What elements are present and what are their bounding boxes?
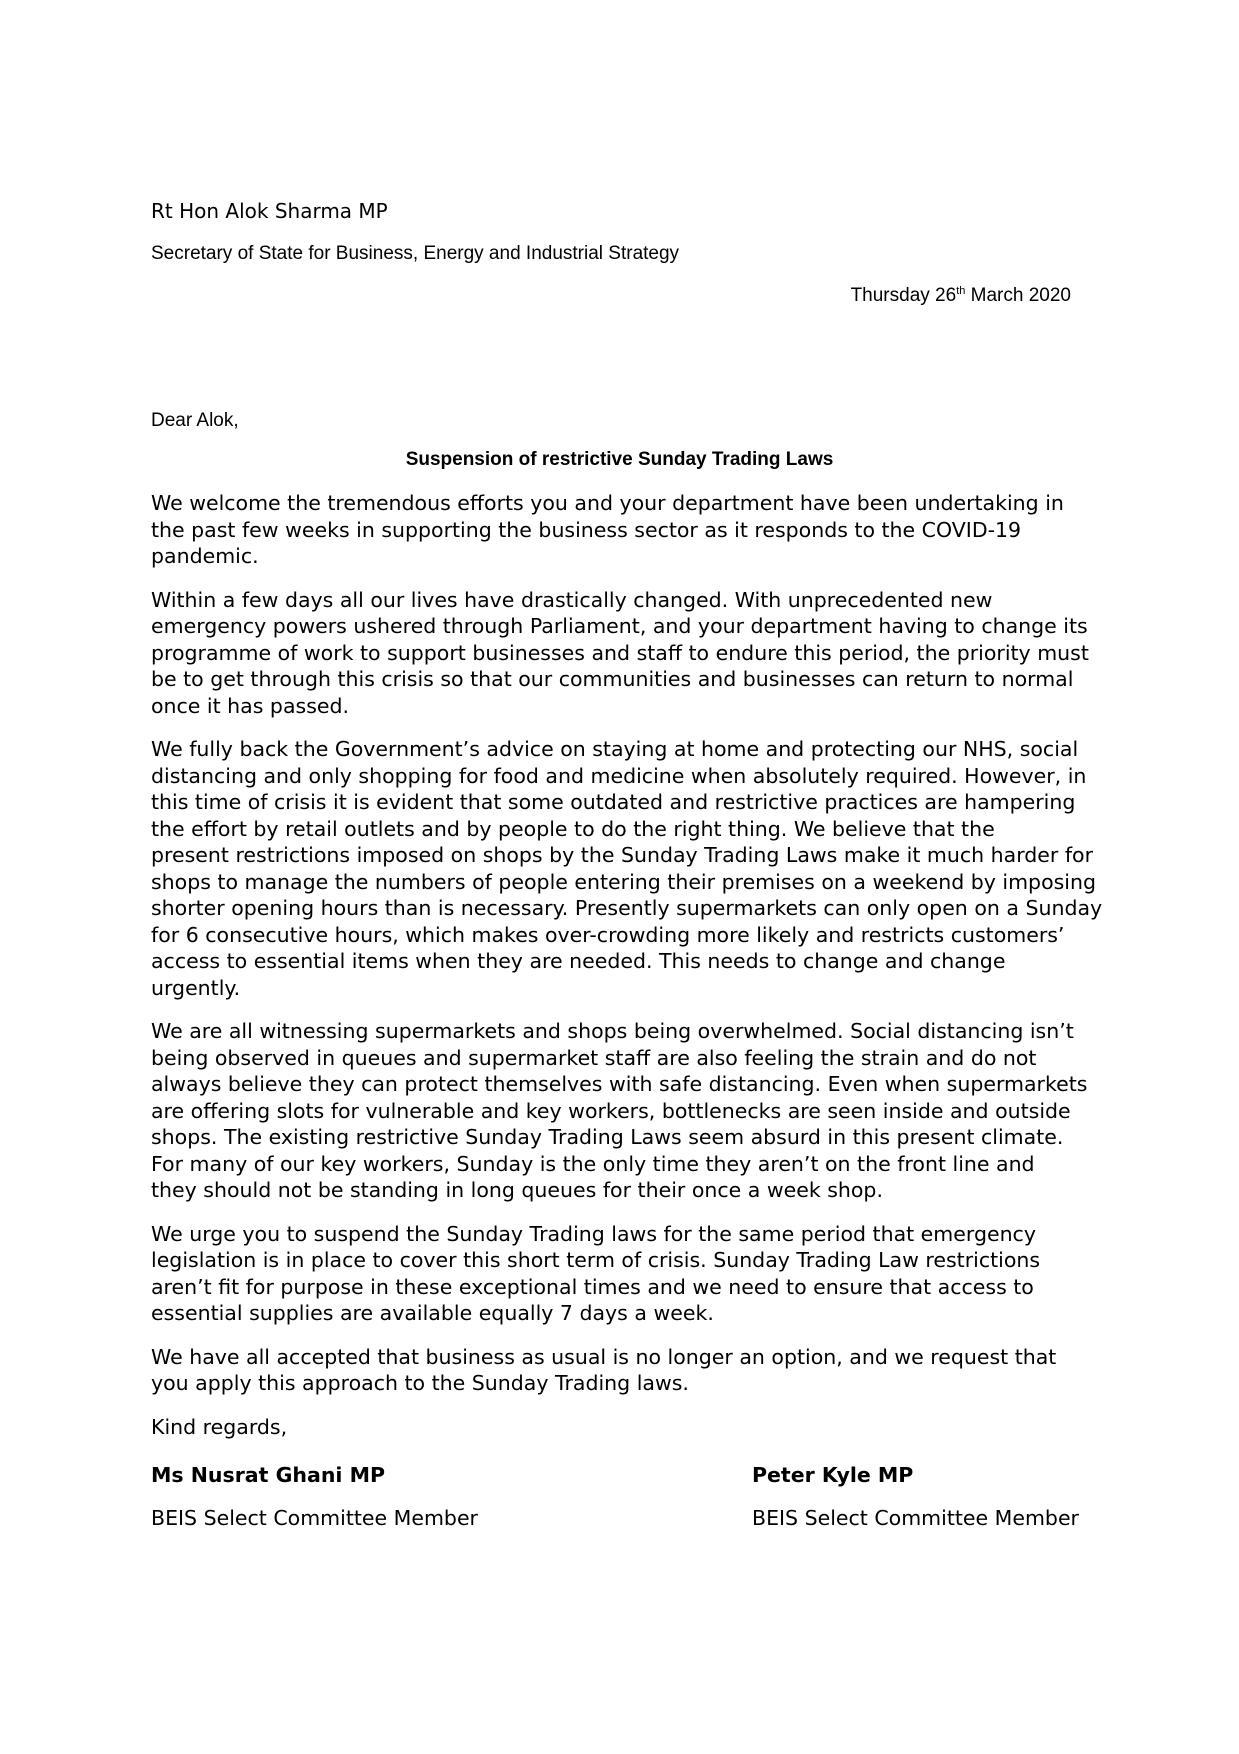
body-line: For many of our key workers, Sunday is the only time they aren’t on the front line and xyxy=(151,1151,1035,1176)
body-line: are offering slots for vulnerable and key workers, bottlenecks are seen inside and outside xyxy=(151,1098,1071,1123)
signatory-2 xyxy=(752,1462,1079,1531)
body-line: shops to manage the numbers of people entering their premises on a weekend by imposing xyxy=(151,869,1096,894)
body-line: urgently. xyxy=(151,975,241,1000)
body-line: they should not be standing in long queues for their once a week shop. xyxy=(151,1178,883,1202)
body-line: essential supplies are available equally 7 days a week. xyxy=(151,1301,714,1325)
date-month-year: March 2020 xyxy=(965,285,1071,306)
body-line: emergency powers ushered through Parliament, and your department having to change its xyxy=(151,614,1088,638)
body-line: Kind regards, xyxy=(151,1414,288,1439)
body-line: shorter opening hours than is necessary. Presently supermarkets can only open on a Sunday xyxy=(151,896,1103,920)
body-line: We urge you to suspend the Sunday Trading laws for the same period that emergency xyxy=(151,1221,1036,1246)
body-paragraph xyxy=(151,1344,1101,1397)
letter-subject: Suspension of restrictive Sunday Trading Laws xyxy=(405,449,834,470)
signature-block xyxy=(151,1462,1101,1542)
signatory-name: Ms Nusrat Ghani MP xyxy=(151,1463,386,1487)
body-line: you apply this approach to the Sunday Trading laws. xyxy=(151,1371,689,1395)
body-paragraph xyxy=(151,1414,1101,1441)
body-line: this time of crisis it is evident that some outdated and restrictive practices are hampering xyxy=(151,790,1076,814)
body-line: We fully back the Government’s advice on staying at home and protecting our NHS, social xyxy=(151,737,1079,761)
body-paragraph xyxy=(151,490,1101,570)
signatory-name: Peter Kyle MP xyxy=(752,1463,914,1487)
body-line: shops. The existing restrictive Sunday Trading Laws seem absurd in this present climate. xyxy=(151,1125,1064,1149)
body-line: once it has passed. xyxy=(151,693,350,718)
body-paragraph xyxy=(151,587,1101,720)
body-line: programme of work to support businesses and staff to endure this period, the priority must xyxy=(151,640,1089,665)
body-line: be to get through this crisis so that our communities and businesses can return to normal xyxy=(151,667,1074,691)
signatory-1 xyxy=(151,1462,478,1531)
body-line: access to essential items when they are needed. This needs to change and change xyxy=(151,949,1006,973)
letter-body xyxy=(151,490,1101,1457)
body-line: for 6 consecutive hours, which makes over-crowding more likely and restricts customers’ xyxy=(151,922,1065,947)
body-line: We have all accepted that business as usual is no longer an option, and we request that xyxy=(151,1344,1057,1369)
body-line: pandemic. xyxy=(151,544,259,568)
date-ordinal: th xyxy=(956,285,966,297)
body-paragraph xyxy=(151,1018,1101,1204)
body-line: aren’t fit for purpose in these exceptional times and we need to ensure that access to xyxy=(151,1274,1034,1299)
salutation: Dear Alok, xyxy=(151,410,239,431)
body-paragraph xyxy=(151,1221,1101,1327)
body-line: always believe they can protect themselves with safe distancing. Even when supermarkets xyxy=(151,1072,1088,1096)
body-line: We are all witnessing supermarkets and shops being overwhelmed. Social distancing isn’t xyxy=(151,1019,1074,1043)
body-line: being observed in queues and supermarket staff are also feeling the strain and do not xyxy=(151,1045,1037,1070)
body-line: the effort by retail outlets and by people to do the right thing. We believe that the xyxy=(151,816,995,841)
signatory-role: BEIS Select Committee Member xyxy=(151,1506,478,1530)
body-paragraph xyxy=(151,736,1101,1001)
body-line: legislation is in place to cover this short term of crisis. Sunday Trading Law restrictions xyxy=(151,1248,1041,1272)
body-line: present restrictions imposed on shops by the Sunday Trading Laws make it much harder for xyxy=(151,843,1094,867)
recipient-title: Secretary of State for Business, Energy and Industrial Strategy xyxy=(151,243,680,264)
body-line: We welcome the tremendous efforts you and your department have been undertaking in xyxy=(151,491,1064,515)
body-line: the past few weeks in supporting the business sector as it responds to the COVID-19 xyxy=(151,517,1022,542)
recipient-name: Rt Hon Alok Sharma MP xyxy=(151,199,388,223)
letter-date xyxy=(851,284,1071,308)
signatory-role: BEIS Select Committee Member xyxy=(752,1506,1079,1530)
body-line: Within a few days all our lives have drastically changed. With unprecedented new xyxy=(151,587,993,612)
date-day: Thursday 26 xyxy=(850,285,957,306)
body-line: distancing and only shopping for food and medicine when absolutely required. However, in xyxy=(151,763,1087,788)
